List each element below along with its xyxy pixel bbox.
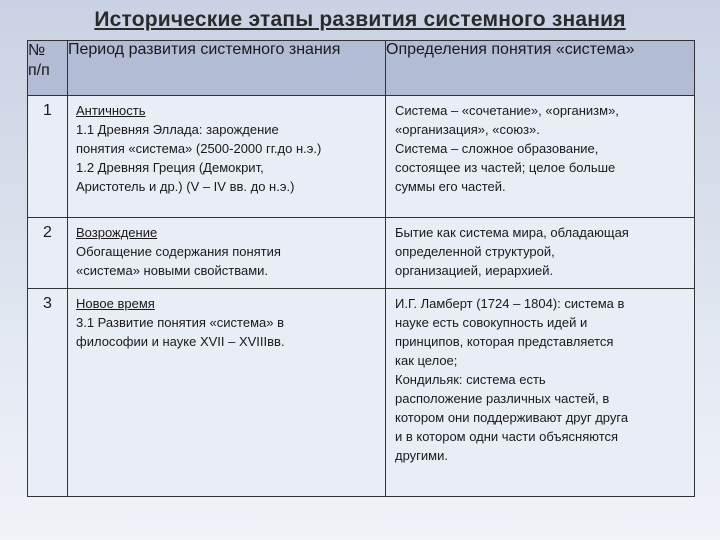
definition-line: расположение различных частей, в: [395, 391, 610, 406]
period-line: понятия «система» (2500-2000 гг.до н.э.): [76, 141, 322, 156]
definition-line: Кондильяк: система есть: [395, 372, 546, 387]
period-line: Обогащение содержания понятия: [76, 244, 281, 259]
table-row: [28, 289, 695, 497]
definition-line: «организация», «союз».: [395, 122, 540, 137]
definition-line: другими.: [395, 448, 448, 463]
definition-line: как целое;: [395, 353, 458, 368]
definition-cell: [386, 96, 695, 218]
period-name: Возрождение: [76, 225, 158, 240]
row-number: 3: [28, 289, 68, 497]
period-name: Новое время: [76, 296, 155, 311]
definition-line: И.Г. Ламберт (1724 – 1804): система в: [395, 296, 625, 311]
period-cell: [68, 96, 386, 218]
definition-cell: [386, 289, 695, 497]
period-name: Античность: [76, 103, 146, 118]
definition-line: и в котором одни части объясняются: [395, 429, 619, 444]
definition-line: определенной структурой,: [395, 244, 555, 259]
period-cell: [68, 218, 386, 289]
header-period: Период развития системного знания: [68, 41, 386, 96]
definition-line: Система – сложное образование,: [395, 141, 599, 156]
definition-line: организацией, иерархией.: [395, 263, 554, 278]
header-number: № п/п: [28, 41, 68, 96]
header-definition: Определения понятия «система»: [386, 41, 695, 96]
table-row: [28, 96, 695, 218]
definition-line: принципов, которая представляется: [395, 334, 614, 349]
period-line: 1.1 Древняя Эллада: зарождение: [76, 122, 279, 137]
period-line: философии и науке XVII – XVIIIвв.: [76, 334, 285, 349]
definition-cell: [386, 218, 695, 289]
row-number: 1: [28, 96, 68, 218]
period-line: Аристотель и др.) (V – IV вв. до н.э.): [76, 179, 295, 194]
stages-table: [27, 40, 695, 497]
definition-line: котором они поддерживают друг друга: [395, 410, 629, 425]
definition-line: суммы его частей.: [395, 179, 506, 194]
definition-line: науке есть совокупность идей и: [395, 315, 588, 330]
table-header-row: [28, 41, 695, 96]
definition-line: Система – «сочетание», «организм»,: [395, 103, 619, 118]
table-row: [28, 218, 695, 289]
definition-line: состоящее из частей; целое больше: [395, 160, 616, 175]
period-line: «система» новыми свойствами.: [76, 263, 269, 278]
period-cell: [68, 289, 386, 497]
period-line: 3.1 Развитие понятия «система» в: [76, 315, 284, 330]
period-line: 1.2 Древняя Греция (Демокрит,: [76, 160, 264, 175]
definition-line: Бытие как система мира, обладающая: [395, 225, 629, 240]
page-title: Исторические этапы развития системного знания: [94, 8, 626, 31]
row-number: 2: [28, 218, 68, 289]
